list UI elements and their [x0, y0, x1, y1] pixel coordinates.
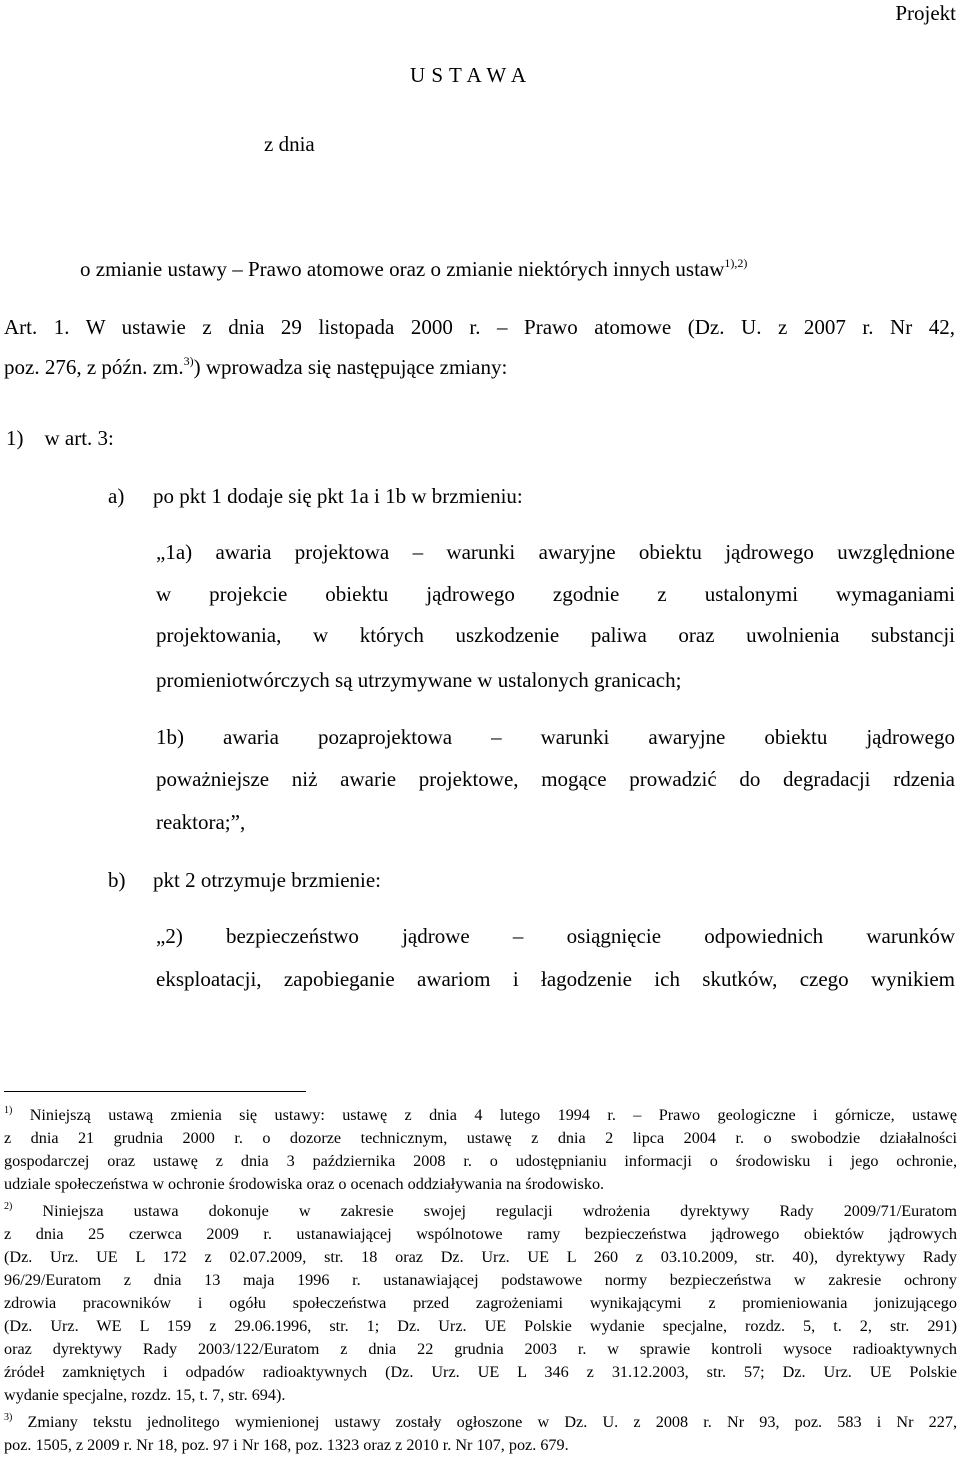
footnote-2-line-2: z dnia 25 czerwca 2009 r. ustanawiającej wspólnotowe ramy bezpieczeństwa jądrowego obiektów jądrowych	[4, 1225, 957, 1243]
footnote-separator	[4, 1091, 306, 1092]
footnote-3-line-2: poz. 1505, z 2009 r. Nr 18, poz. 97 i Nr 168, poz. 1323 oraz z 2010 r. Nr 107, poz. 679.	[4, 1436, 569, 1454]
footnote-3-line-1: $^{3)}$ Zmiany tekstu jednolitego wymienionej ustawy zostały ogłoszone w Dz. U. z 2008 r. Nr 93, poz. 583 i Nr 227,	[4, 1412, 957, 1431]
footnote-1-marker: 1)	[4, 1105, 13, 1116]
article-1-line-2	[4, 353, 507, 381]
def-1a-line-4: promieniotwórczych są utrzymywane w ustalonych granicach;	[156, 668, 682, 692]
subject-footnote-ref: 1),2)	[724, 256, 748, 270]
footnote-1-line-1: $^{1)}$ Niniejszą ustawą zmienia się ustawy: ustawę z dnia 4 lutego 1994 r. – Prawo geologiczne i górnicze, ustawę	[4, 1105, 957, 1124]
footnote-1-line-3: gospodarczej oraz ustawę z dnia 3 października 2008 r. o udostępnianiu informacji o środowisku i jego ochronie,	[4, 1152, 957, 1170]
def-1a-line-2: w projekcie obiektu jądrowego zgodnie z ustalonymi wymaganiami	[156, 582, 955, 606]
letter-b-label: b)	[108, 868, 126, 892]
letter-b-text: pkt 2 otrzymuje brzmienie:	[153, 868, 382, 892]
footnote-2-line-6: (Dz. Urz. WE L 159 z 29.06.1996, str. 1; Dz. Urz. UE Polskie wydanie specjalne, rozdz. 5, t. 2, str. 291)	[4, 1317, 957, 1335]
footnote-2-line-7: oraz dyrektywy Rady 2003/122/Euratom z dnia 22 grudnia 2003 r. w sprawie kontroli wysoce radioaktywnych	[4, 1340, 957, 1358]
document-date: z dnia	[264, 132, 315, 156]
footnote-2-line-4: 96/29/Euratom z dnia 13 maja 1996 r. ustanawiającej podstawowe normy bezpieczeństwa w zakresie ochrony	[4, 1271, 957, 1289]
letter-a-label: a)	[108, 484, 125, 508]
def-2-line-1: „2) bezpieczeństwo jądrowe – osiągnięcie odpowiednich warunków	[156, 924, 955, 948]
footnote-1-line-2: z dnia 21 grudnia 2000 r. o dozorze technicznym, ustawę z dnia 2 lipca 2004 r. o swobodzie działalności	[4, 1129, 957, 1147]
def-1b-line-3: reaktora;”,	[156, 810, 246, 834]
footnote-2-line-3: (Dz. Urz. UE L 172 z 02.07.2009, str. 18 oraz Dz. Urz. UE L 260 z 03.10.2009, str. 40), dyrektywy Rady	[4, 1248, 957, 1266]
projekt-label: Projekt	[895, 1, 956, 25]
def-1b-line-1: 1b) awaria pozaprojektowa – warunki awaryjne obiektu jądrowego	[156, 725, 955, 749]
def-1a-line-1: „1a) awaria projektowa – warunki awaryjne obiektu jądrowego uwzględnione	[156, 540, 955, 564]
article-1-line-2-post: ) wprowadza się następujące zmiany:	[193, 355, 508, 379]
letter-a-text: po pkt 1 dodaje się pkt 1a i 1b w brzmieniu:	[153, 484, 523, 508]
footnote-2-line-1: $^{2)}$ Niniejsza ustawa dokonuje w zakresie swojej regulacji wdrożenia dyrektywy Rady 2009/71/Euratom	[4, 1201, 957, 1220]
subject-text: o zmianie ustawy – Prawo atomowe oraz o zmianie niektórych innych ustaw	[80, 257, 725, 281]
footnote-3-marker: 3)	[4, 1412, 13, 1423]
footnote-1-line-4: udziale społeczeństwa w ochronie środowiska oraz o ocenach oddziaływania na środowisko.	[4, 1175, 605, 1193]
point-1: 1) w art. 3:	[6, 426, 114, 450]
document-title: U S T A W A	[410, 63, 527, 87]
def-1b-line-2: poważniejsze niż awarie projektowe, mogące prowadzić do degradacji rdzenia	[156, 767, 955, 791]
document-subject	[80, 255, 747, 283]
footnote-2	[4, 1200, 957, 1407]
footnote-2-line-5: zdrowia pracowników i ogółu społeczeństwa przed zagrożeniami wynikającymi z promieniowania jonizującego	[4, 1294, 957, 1312]
footnote-3	[4, 1411, 957, 1457]
def-2-line-2: eksploatacji, zapobieganie awariom i łagodzenie ich skutków, czego wynikiem	[156, 967, 955, 991]
footnote-2-line-8: źródeł zamkniętych i odpadów radioaktywnych (Dz. Urz. UE L 346 z 31.12.2003, str. 57; Dz. Urz. UE Polskie	[4, 1363, 957, 1381]
article-1-line-2-pre: poz. 276, z późn. zm.	[4, 355, 184, 379]
footnote-2-marker: 2)	[4, 1201, 13, 1212]
article-1-line-1: Art. 1. W ustawie z dnia 29 listopada 2000 r. – Prawo atomowe (Dz. U. z 2007 r. Nr 42,	[4, 315, 955, 339]
footnote-2-line-9: wydanie specjalne, rozdz. 15, t. 7, str. 694).	[4, 1386, 286, 1404]
def-1a-line-3: projektowania, w których uszkodzenie paliwa oraz uwolnienia substancji	[156, 623, 955, 647]
article-1-footnote-ref: 3)	[183, 354, 194, 368]
footnote-1	[4, 1104, 957, 1196]
